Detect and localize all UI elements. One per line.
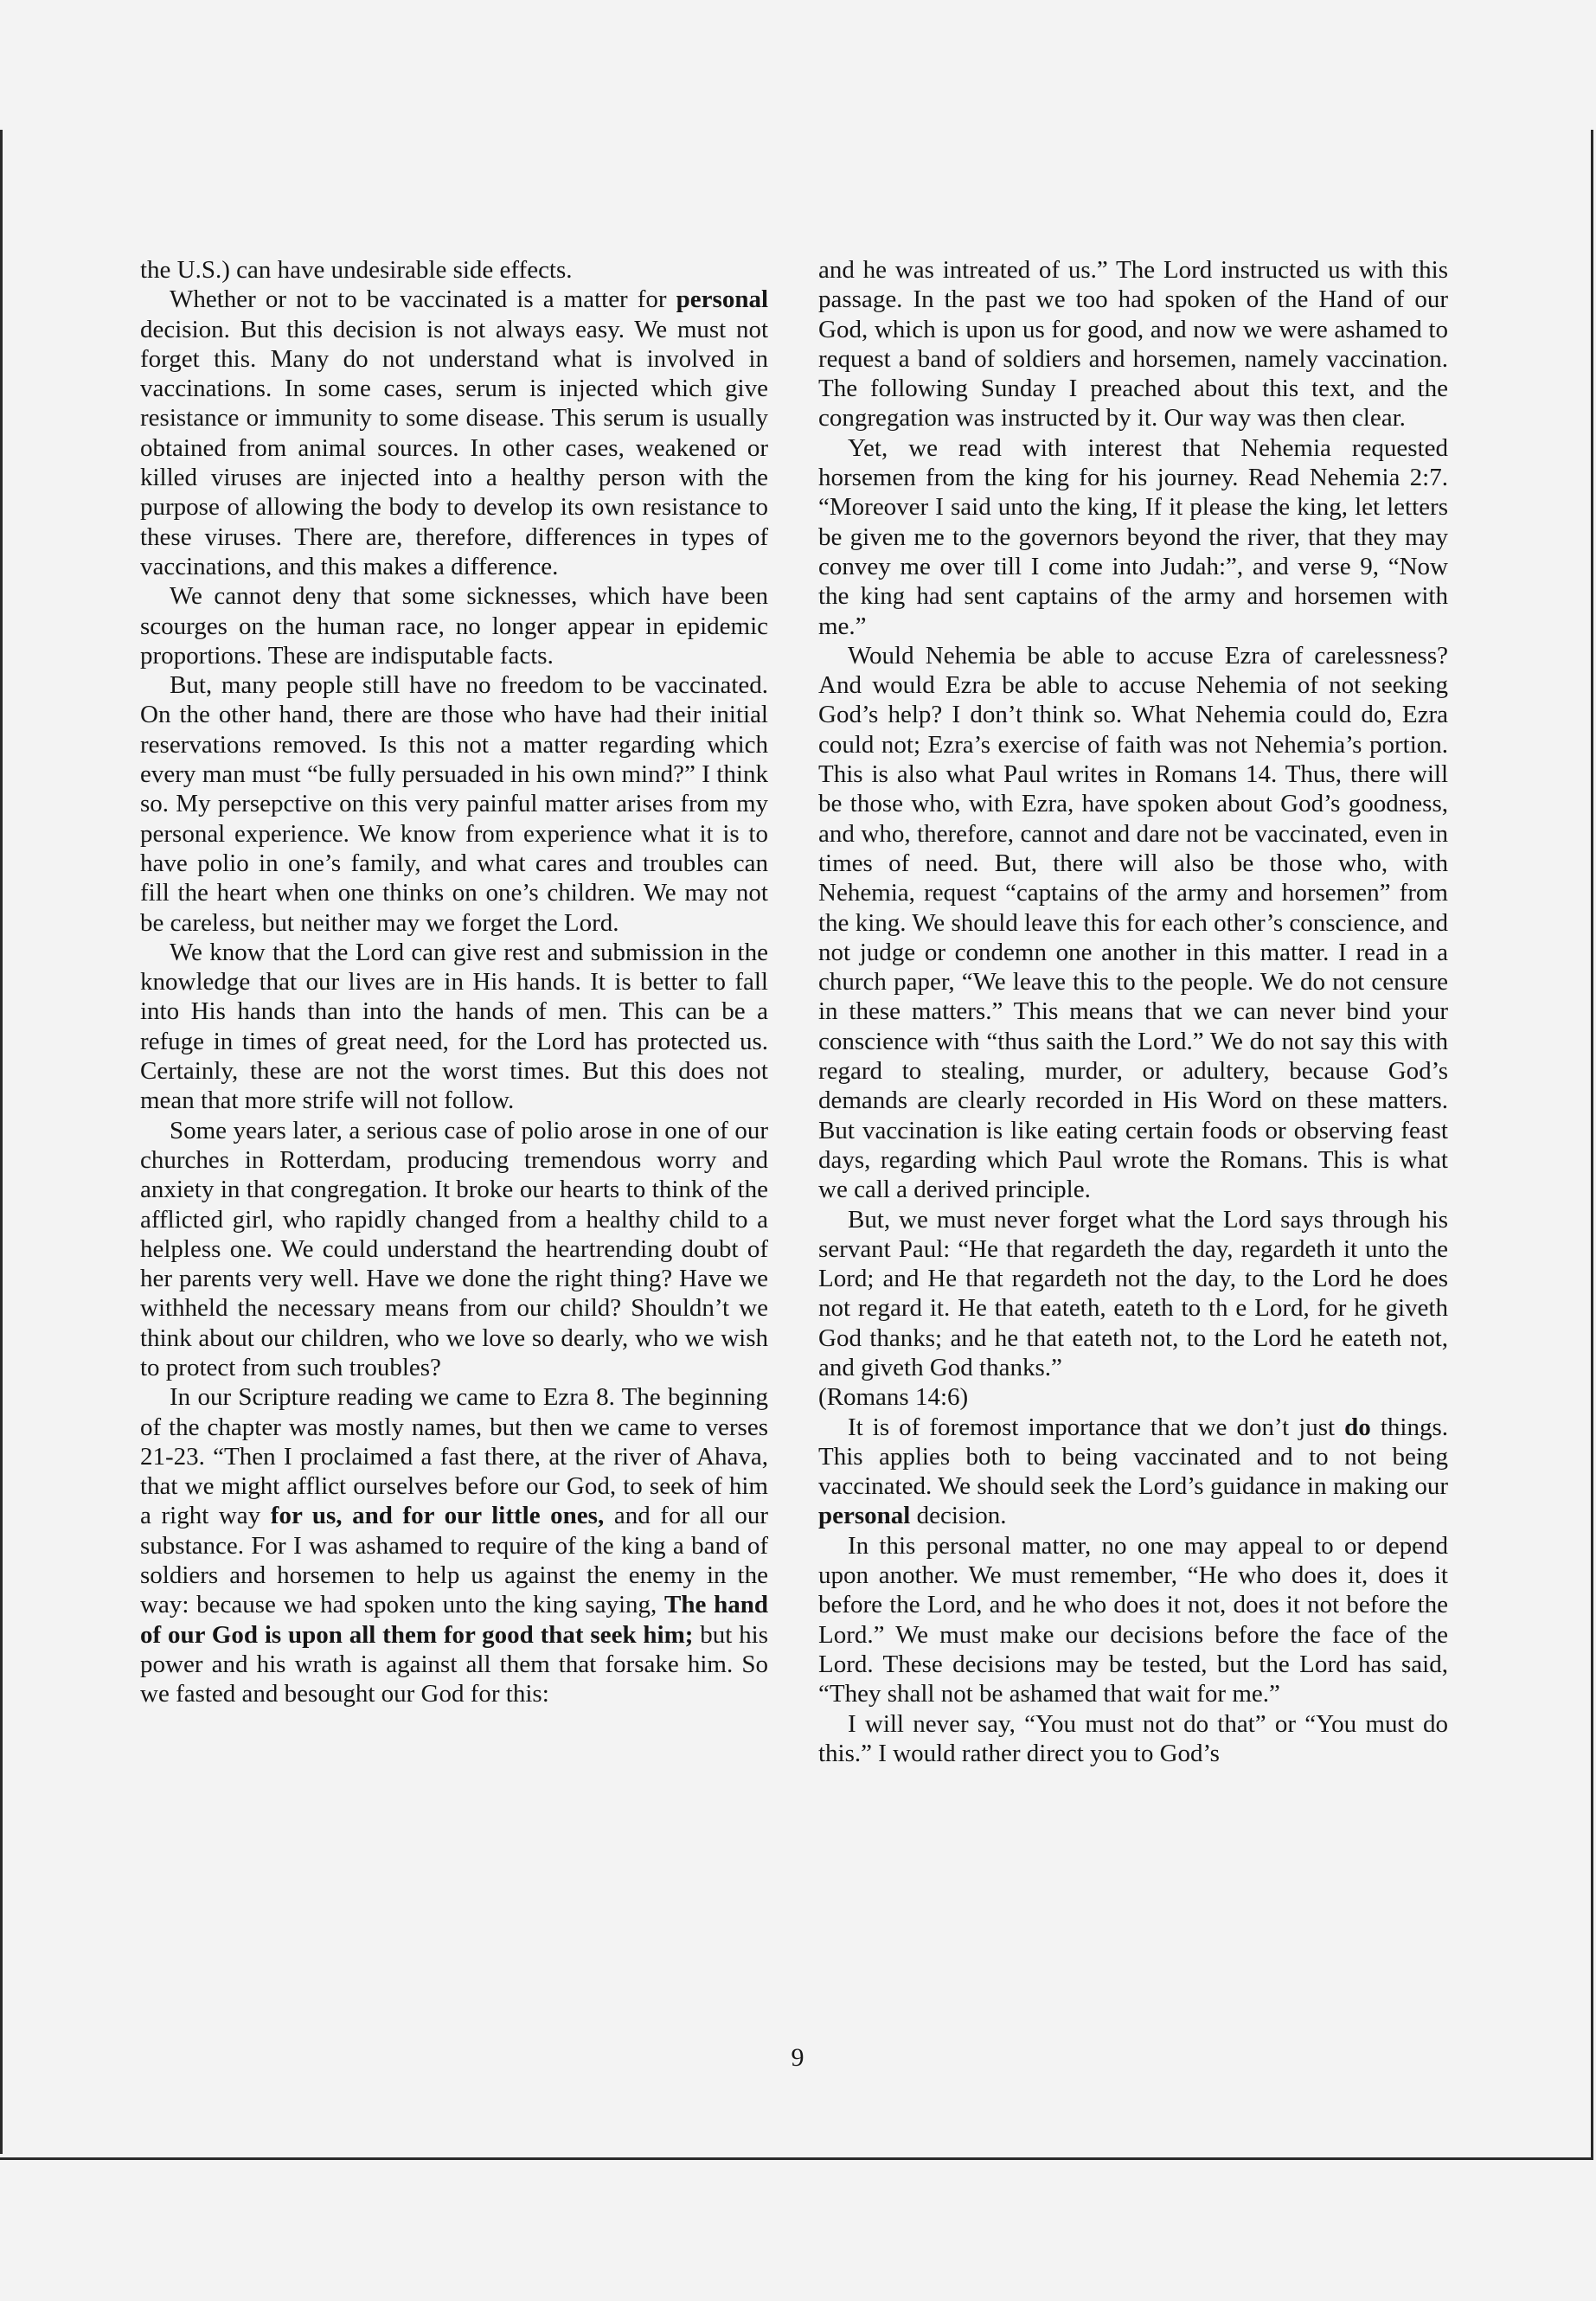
paragraph: Would Nehemia be able to accuse Ezra of carelessness? And would Ezra be able to accuse Nehemia of not seeking God’s help? I don’t think so. What Nehemia could do, Ezra could not; Ezra’s exercise of faith was not Nehemia’s portion. This is also what Paul writes in Romans 14. Thus, there will be those who, with Ezra, have spoken about God’s goodness, and who, therefore, cannot and dare not be vaccinated, even in times of need. But, there will also be those who, with Nehemia, request “captains of the army and horsemen” from the king. We should leave this for each other’s conscience, and not judge or condemn one another in this matter. I read in a church paper, “We leave this to the people. We do not censure in these matters.” This means that we can never bind your conscience with “thus saith the Lord.” We do not say this with regard to stealing, murder, or adultery, because God’s demands are clearly recorded in His Word on these matters. But vaccination is like eating certain foods or observing feast days, regarding which Paul wrote the Romans. This is what we call a derived principle. [818, 641, 1448, 1204]
left-column [140, 255, 768, 1709]
right-column [818, 255, 1448, 1768]
emphasis: personal [818, 1502, 911, 1530]
paragraph: and he was intreated of us.” The Lord instructed us with this passage. In the past we too had spoken of the Hand of our God, which is upon us for good, and now we were ashamed to request a band of soldiers and horsemen, namely vaccination. The following Sunday I preached about this text, and the congregation was instructed by it. Our way was then clear. [818, 256, 1448, 433]
paragraph: the U.S.) can have undesirable side effects. [140, 256, 573, 284]
paragraph: In our Scripture reading we came to Ezra 8. The beginning of the chapter was mostly names, but then we came to verses 21-23. “Then I proclaimed a fast there, at the river of Ahava, that we might afflict ourselves before our God, to seek of him a right way for us, and for our little ones, and for all our substance. For I was ashamed to require of the king a band of soldiers and horsemen to help us against the enemy in the way: because we had spoken unto the king saying, The hand of our God is upon all them for good that seek him; but his power and his wrath is against all them that forsake him. So we fasted and besought our God for this: [140, 1383, 769, 1708]
paragraph: But, we must never forget what the Lord says through his servant Paul: “He that regardeth the day, regardeth it unto the Lord; and He that regardeth not the day, to the Lord he does not regard it. He that eateth, eateth to th e Lord, for he giveth God thanks; and he that eateth not, to the Lord he eateth not, and giveth God thanks.” [818, 1205, 1448, 1381]
paragraph: Yet, we read with interest that Nehemia requested horsemen from the king for his journey. Read Nehemia 2:7. “Moreover I said unto the king, If it please the king, let letters be given me to the governors beyond the river, that they may convey me over till I come into Judah:”, and verse 9, “Now the king had sent captains of the army and horsemen with me.” [818, 433, 1448, 640]
scan-edge-right [1591, 130, 1593, 2158]
paragraph: I will never say, “You must not do that” or “You must do this.” I would rather direct you to God’s [818, 1709, 1448, 1767]
paragraph: In this personal matter, no one may appeal to or depend upon another. We must remember, “He who does it, does it before the Lord, and he who does it not, does it not before the Lord.” We must make our decisions before the face of the Lord. These decisions may be tested, but the Lord has said, “They shall not be ashamed that wait for me.” [818, 1531, 1448, 1708]
paragraph: Whether or not to be vaccinated is a matter for personal decision. But this decision is not always easy. We must not forget this. Many do not understand what is involved in vaccinations. In some cases, serum is injected which give resistance or immunity to some disease. This serum is usually obtained from animal sources. In other cases, weakened or killed viruses are injected into a healthy person with the purpose of allowing the body to develop its own resistance to these viruses. There are, therefore, differences in types of vaccinations, and this makes a difference. [140, 285, 768, 580]
scripture-reference: (Romans 14:6) [818, 1383, 969, 1412]
emphasis: personal [676, 285, 768, 314]
paragraph: But, many people still have no freedom to be vaccinated. On the other hand, there are those who have had their initial reservations removed. Is this not a matter regarding which every man must “be fully persuaded in his own mind?” I think so. My persepctive on this very painful matter arises from my personal experience. We know from experience what it is to have polio in one’s family, and what cares and troubles can fill the heart when one thinks on one’s children. We may not be careless, but neither may we forget the Lord. [140, 671, 768, 937]
page-number: 9 [791, 2043, 804, 2072]
scan-edge-bottom [0, 2157, 1593, 2160]
paragraph: We know that the Lord can give rest and submission in the knowledge that our lives are in His hands. It is better to fall into His hands than into the hands of men. This can be a refuge in times of great need, for the Lord has protected us. Certainly, these are not the worst times. But this does not mean that more strife will not follow. [140, 938, 768, 1115]
emphasis: for us, and for our little ones, [270, 1502, 605, 1530]
paragraph: Some years later, a serious case of polio arose in one of our churches in Rotterdam, producing tremendous worry and anxiety in that congregation. It broke our hearts to think of the afflicted girl, who rapidly changed from a healthy child to a helpless one. We could understand the heartrending doubt of her parents very well. Have we done the right thing? Have we withheld the necessary means from our child? Shouldn’t we think about our children, who we love so dearly, who we wish to protect from such troubles? [140, 1116, 768, 1381]
emphasis: do [1344, 1413, 1371, 1441]
paragraph: We cannot deny that some sicknesses, which have been scourges on the human race, no longer appear in epidemic proportions. These are indisputable facts. [140, 582, 768, 670]
paragraph: It is of foremost importance that we don’t just do things. This applies both to being vaccinated and to not being vaccinated. We should seek the Lord’s guidance in making our personal decision. [818, 1413, 1448, 1530]
scan-edge-left [0, 130, 3, 2154]
emphasis: The hand of our God is upon all them for good that seek him; [140, 1591, 769, 1649]
